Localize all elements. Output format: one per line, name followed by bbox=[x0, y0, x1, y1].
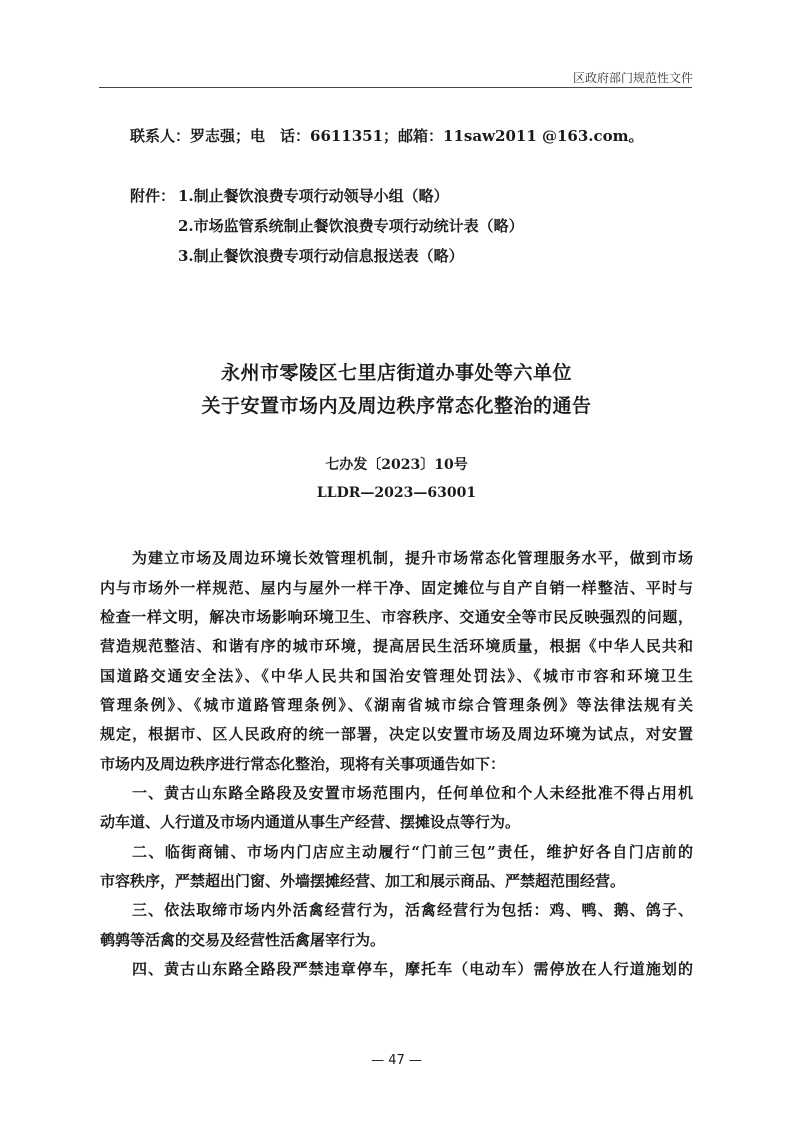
body-text-line: 市场内及周边秩序进行常态化整治，现将有关事项通告如下： bbox=[100, 755, 506, 773]
body-text-line: 检查一样文明，解决市场影响环境卫生、市容秩序、交通安全等市民反映强烈的问题， bbox=[100, 608, 693, 626]
document-category-label: 区政府部门规范性文件 bbox=[572, 71, 693, 85]
header-divider bbox=[99, 87, 692, 88]
document-number: 七办发〔2023〕10号 bbox=[325, 457, 468, 473]
attachment-item: 2.市场监管系统制止餐饮浪费专项行动统计表（略） bbox=[178, 217, 524, 235]
page-number: — 47 — bbox=[371, 1053, 422, 1068]
attachment-item: 1.制止餐饮浪费专项行动领导小组（略） bbox=[178, 187, 449, 205]
attachment-item: 3.制止餐饮浪费专项行动信息报送表（略） bbox=[178, 247, 464, 265]
registration-number: LLDR—2023—63001 bbox=[316, 485, 477, 501]
body-text-line: 四、黄古山东路全路段严禁违章停车，摩托车（电动车）需停放在人行道施划的 bbox=[132, 960, 693, 978]
body-text-line: 管理条例》、《城市道路管理条例》、《湖南省城市综合管理条例》等法律法规有关 bbox=[100, 696, 693, 714]
body-text-line: 三、依法取缔市场内外活禽经营行为，活禽经营行为包括：鸡、鸭、鹅、鸽子、 bbox=[132, 901, 693, 919]
body-text-line: 营造规范整洁、和谐有序的城市环境，提高居民生活环境质量，根据《中华人民共和 bbox=[100, 637, 693, 655]
body-text-line: 鹌鹑等活禽的交易及经营性活禽屠宰行为。 bbox=[100, 931, 386, 949]
body-text-line: 为建立市场及周边环境长效管理机制，提升市场常态化管理服务水平，做到市场 bbox=[132, 549, 693, 567]
notice-title-line1: 永州市零陵区七里店街道办事处等六单位 bbox=[220, 362, 572, 384]
body-text-line: 动车道、人行道及市场内通道从事生产经营、摆摊设点等行为。 bbox=[100, 813, 521, 831]
attachments-label: 附件： bbox=[130, 187, 176, 205]
body-text-line: 内与市场外一样规范、屋内与屋外一样干净、固定摊位与自产自销一样整洁、平时与 bbox=[100, 579, 693, 597]
body-text-line: 规定，根据市、区人民政府的统一部署，决定以安置市场及周边环境为试点，对安置 bbox=[100, 725, 693, 743]
body-text-line: 二、临街商铺、市场内门店应主动履行“门前三包”责任，维护好各自门店前的 bbox=[132, 843, 693, 861]
body-text-line: 市容秩序，严禁超出门窗、外墙摆摊经营、加工和展示商品、严禁超范围经营。 bbox=[100, 872, 626, 890]
notice-title-line2: 关于安置市场内及周边秩序常态化整治的通告 bbox=[201, 395, 592, 417]
body-text-line: 国道路交通安全法》、《中华人民共和国治安管理处罚法》、《城市市容和环境卫生 bbox=[100, 667, 693, 685]
body-text-line: 一、黄古山东路全路段及安置市场范围内，任何单位和个人未经批准不得占用机 bbox=[132, 784, 693, 802]
contact-info: 联系人：罗志强；电 话：6611351；邮箱：11saw2011 @163.com。 bbox=[130, 127, 644, 145]
